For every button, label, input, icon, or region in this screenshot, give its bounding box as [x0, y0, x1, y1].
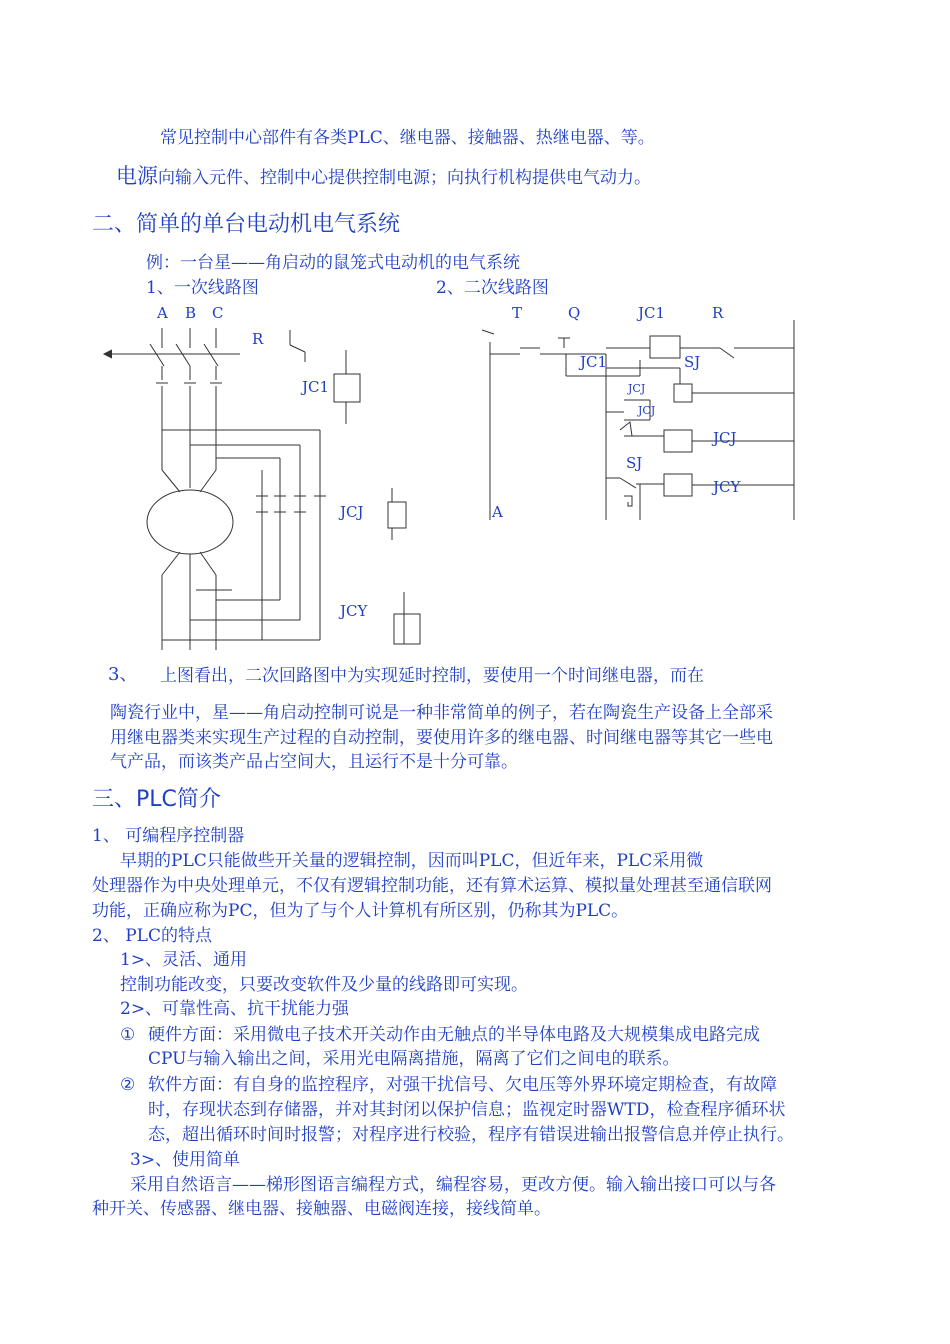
label-phase-b: B — [185, 304, 197, 322]
label-phase-c: C — [212, 304, 224, 322]
plc-para-line-2: 处理器作为中央处理单元，不仅有逻辑控制功能，还有算术运算、模拟量处理甚至通信联网 — [92, 876, 772, 896]
subsection-1-title: 1、 可编程序控制器 — [92, 826, 245, 846]
intro-line-1: 常见控制中心部件有各类PLC、继电器、接触器、热继电器、等。 — [160, 128, 655, 148]
note-number: 3、 — [108, 664, 138, 685]
label-jc1-coil: JC1 — [302, 378, 330, 396]
section-2-heading: 二、简单的单台电动机电气系统 — [92, 212, 401, 237]
label-jc1-top: JC1 — [638, 304, 666, 322]
label-jcj-small-1: JCJ — [628, 382, 646, 395]
hardware-line-2: CPU与输入输出之间，采用光电隔离措施，隔离了它们之间电的联系。 — [148, 1049, 680, 1069]
power-description: 向输入元件、控制中心提供控制电源；向执行机构提供电气动力。 — [158, 168, 651, 188]
label-a-secondary: A — [492, 503, 503, 521]
label-r: R — [252, 330, 264, 348]
feature-1-title: 1>、灵活、通用 — [120, 950, 248, 970]
label-sj: SJ — [626, 454, 643, 472]
feature-3-line-2: 种开关、传感器、继电器、接触器、电磁阀连接，接线简单。 — [92, 1199, 551, 1219]
feature-2-title: 2>、可靠性高、抗干扰能力强 — [120, 999, 350, 1019]
diagram-2-title: 2、二次线路图 — [436, 278, 549, 298]
hardware-line-1: 硬件方面：采用微电子技术开关动作由无触点的半导体电路及大规模集成电路完成 — [148, 1025, 760, 1045]
example-caption: 例：一台星——角启动的鼠笼式电动机的电气系统 — [146, 253, 520, 273]
hardware-marker: ① — [120, 1025, 136, 1045]
power-word: 电源 — [116, 164, 158, 188]
label-r-secondary: R — [712, 304, 724, 322]
label-jcj-small-2: JCJ — [638, 404, 656, 417]
label-jcy-coil-secondary: JCY — [713, 478, 741, 496]
diagram-1-title: 1、一次线路图 — [146, 278, 259, 298]
paragraph-line-1: 陶瓷行业中，星——角启动控制可说是一种非常简单的例子，若在陶瓷生产设备上全部采 — [110, 703, 773, 723]
label-q: Q — [568, 304, 581, 322]
feature-3-title: 3>、使用简单 — [130, 1150, 241, 1170]
software-line-2: 时，存现状态到存储器，并对其封闭以保护信息；监视定时器WTD，检查程序循环状 — [148, 1100, 786, 1120]
software-marker: ② — [120, 1075, 136, 1095]
feature-1-text: 控制功能改变，只要改变软件及少量的线路即可实现。 — [120, 975, 528, 995]
label-t: T — [512, 304, 523, 322]
label-jc1-contact: JC1 — [580, 353, 608, 371]
paragraph-line-3: 气产品，而该类产品占空间大，且运行不是十分可靠。 — [110, 752, 518, 772]
subsection-2-title: 2、 PLC的特点 — [92, 926, 212, 946]
feature-3-line-1: 采用自然语言——梯形图语言编程方式，编程容易，更改方便。输入输出接口可以与各 — [130, 1175, 776, 1195]
plc-para-line-1: 早期的PLC只能做些开关量的逻辑控制，因而叫PLC，但近年来，PLC采用微 — [120, 851, 704, 871]
label-jcj-coil-secondary: JCJ — [713, 429, 737, 447]
paragraph-line-2: 用继电器类来实现生产过程的自动控制，要使用许多的继电器、时间继电器等其它一些电 — [110, 728, 773, 748]
label-jcj-coil: JCJ — [340, 503, 364, 521]
note-line-1: 上图看出，二次回路图中为实现延时控制，要使用一个时间继电器，而在 — [160, 666, 704, 686]
label-jcy-coil: JCY — [340, 602, 368, 620]
section-3-heading: 三、PLC简介 — [92, 787, 221, 812]
label-phase-a: A — [157, 304, 168, 322]
software-line-1: 软件方面：有自身的监控程序，对强干扰信号、欠电压等外界环境定期检查，有故障 — [148, 1075, 777, 1095]
software-line-3: 态，超出循环时间时报警；对程序进行校验，程序有错误进输出报警信息并停止执行。 — [148, 1125, 794, 1145]
plc-para-line-3: 功能，正确应称为PC，但为了与个人计算机有所区别，仍称其为PLC。 — [92, 901, 629, 921]
label-sj-top: SJ — [684, 353, 701, 371]
